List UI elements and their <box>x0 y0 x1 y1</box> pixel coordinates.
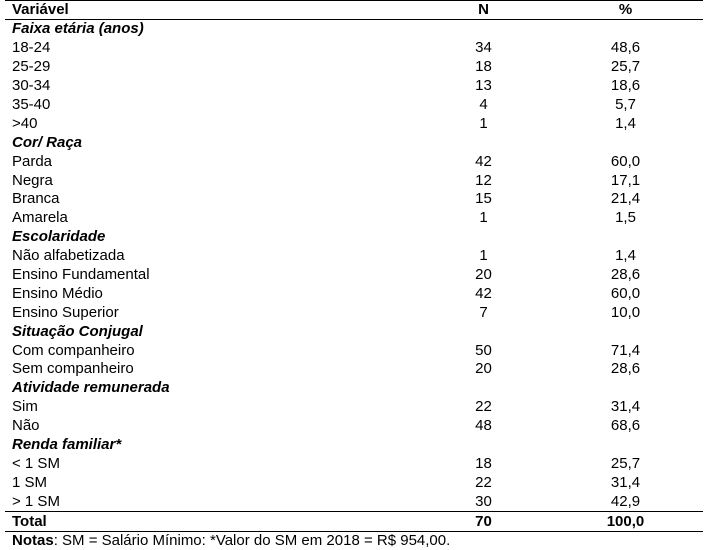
row-label: >40 <box>12 114 38 132</box>
table-row <box>5 454 703 473</box>
table-row <box>5 114 703 133</box>
table-row <box>5 492 703 511</box>
section-title: Faixa etária (anos) <box>12 20 144 38</box>
row-label: Sim <box>12 398 38 416</box>
header-n: N <box>419 1 548 20</box>
table-row <box>5 39 703 58</box>
table-row <box>5 58 703 77</box>
table-row <box>5 152 703 171</box>
table-body <box>5 20 703 532</box>
row-percent: 10,0 <box>610 303 641 321</box>
row-n: 7 <box>479 303 488 321</box>
row-label: Não alfabetizada <box>12 247 125 265</box>
row-label: 30-34 <box>12 77 51 95</box>
total-n: 70 <box>419 512 548 532</box>
table-row <box>5 96 703 115</box>
table-row <box>5 190 703 209</box>
row-label: Não <box>12 417 40 435</box>
header-variable: Variável <box>5 1 419 20</box>
data-table <box>5 0 703 532</box>
table-row <box>5 247 703 266</box>
row-label: 25-29 <box>12 58 51 76</box>
row-label: < 1 SM <box>12 454 60 472</box>
total-row <box>5 512 703 532</box>
row-percent: 25,7 <box>610 58 641 76</box>
row-percent: 68,6 <box>610 417 641 435</box>
row-n: 34 <box>475 39 492 57</box>
table-row <box>5 303 703 322</box>
row-n: 13 <box>475 77 492 95</box>
row-n: 30 <box>475 492 492 510</box>
row-label: Ensino Superior <box>12 303 119 321</box>
row-percent: 60,0 <box>610 284 641 302</box>
row-percent: 31,4 <box>610 398 641 416</box>
table-row <box>5 209 703 228</box>
row-n: 1 <box>479 209 488 227</box>
header-row <box>5 1 703 20</box>
table-header <box>5 1 703 20</box>
table-row <box>5 360 703 379</box>
notes-label: Notas <box>12 532 54 549</box>
row-n: 42 <box>475 284 492 302</box>
row-percent: 42,9 <box>610 492 641 510</box>
row-label: 35-40 <box>12 96 51 113</box>
table-row <box>5 417 703 436</box>
row-n: 18 <box>475 58 492 76</box>
row-label: Sem companheiro <box>12 360 134 378</box>
header-percent: % <box>548 1 703 20</box>
row-n: 22 <box>475 398 492 416</box>
row-label: 18-24 <box>12 39 51 57</box>
section-row <box>5 20 703 39</box>
row-percent: 71,4 <box>610 341 641 359</box>
row-n: 4 <box>479 96 488 113</box>
row-percent: 1,4 <box>615 114 636 132</box>
row-label: 1 SM <box>12 473 48 491</box>
row-n: 1 <box>479 114 488 132</box>
row-percent: 28,6 <box>610 360 641 378</box>
row-percent: 60,0 <box>610 152 641 170</box>
section-row <box>5 379 703 398</box>
total-label: Total <box>5 512 419 532</box>
row-n: 20 <box>475 266 492 284</box>
row-n: 1 <box>479 247 488 265</box>
row-n: 48 <box>475 417 492 435</box>
total-percent: 100,0 <box>548 512 703 532</box>
row-label: Com companheiro <box>12 341 135 359</box>
row-n: 12 <box>475 171 492 189</box>
row-label: Ensino Médio <box>12 284 103 302</box>
section-title: Cor/ Raça <box>12 133 83 151</box>
table-row <box>5 341 703 360</box>
row-percent: 25,7 <box>610 454 641 472</box>
row-percent: 1,5 <box>615 209 636 227</box>
row-n: 20 <box>475 360 492 378</box>
section-title: Renda familiar* <box>12 436 122 454</box>
table-notes <box>12 532 450 550</box>
row-n: 22 <box>475 473 492 491</box>
notes-text: : SM = Salário Mínimo: *Valor do SM em 2018 = R$ 954,00. <box>53 532 451 549</box>
row-percent: 17,1 <box>610 171 641 189</box>
table-row <box>5 473 703 492</box>
row-percent: 1,4 <box>615 247 636 265</box>
data-table-container <box>5 0 703 532</box>
table-row <box>5 77 703 96</box>
row-n: 18 <box>475 454 492 472</box>
section-row <box>5 133 703 152</box>
row-label: > 1 SM <box>12 492 60 510</box>
row-label: Negra <box>12 171 53 189</box>
row-percent: 28,6 <box>610 266 641 284</box>
section-row <box>5 436 703 455</box>
row-percent: 18,6 <box>610 77 641 95</box>
section-title: Escolaridade <box>12 228 106 246</box>
row-label: Branca <box>12 190 60 208</box>
row-percent: 21,4 <box>610 190 641 208</box>
row-percent: 5,7 <box>615 96 636 113</box>
row-n: 15 <box>475 190 492 208</box>
row-n: 50 <box>475 341 492 359</box>
row-label: Amarela <box>12 209 68 227</box>
table-row <box>5 266 703 285</box>
table-row <box>5 171 703 190</box>
row-percent: 48,6 <box>610 39 641 57</box>
section-title: Situação Conjugal <box>12 322 143 340</box>
row-percent: 31,4 <box>610 473 641 491</box>
row-label: Ensino Fundamental <box>12 266 150 284</box>
section-row <box>5 228 703 247</box>
row-n: 42 <box>475 152 492 170</box>
table-row <box>5 284 703 303</box>
row-label: Parda <box>12 152 53 170</box>
section-row <box>5 322 703 341</box>
section-title: Atividade remunerada <box>12 379 170 397</box>
table-row <box>5 398 703 417</box>
